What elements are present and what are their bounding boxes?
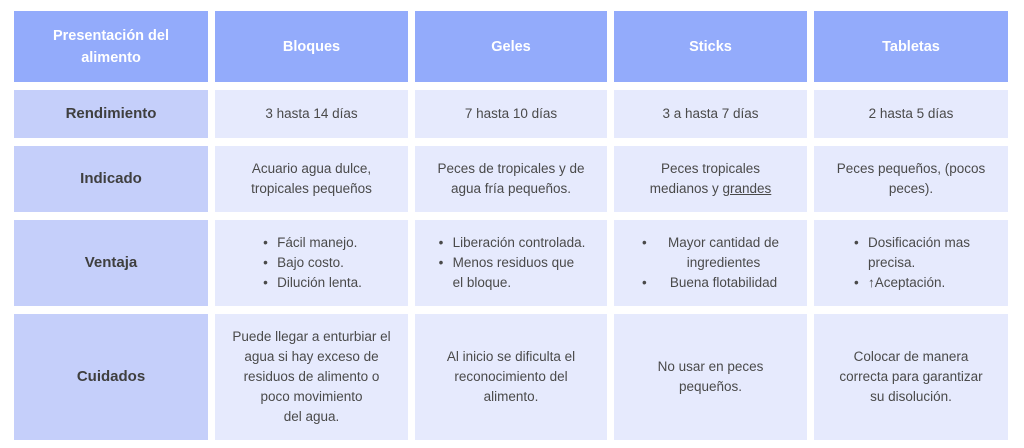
- cell-text-line: su disolución.: [870, 389, 952, 404]
- cell-text-line: Peces de tropicales y de: [437, 161, 585, 176]
- bullet-list: [852, 233, 970, 293]
- bullet-icon: •: [641, 275, 647, 290]
- cell-text-line: Puede llegar a enturbiar el: [232, 329, 391, 344]
- header-label: Bloques: [282, 38, 341, 55]
- table-cell: [614, 146, 807, 212]
- bullet-list: [261, 233, 362, 293]
- cell-text: 3 a hasta 7 días: [662, 106, 759, 121]
- header-label: Geles: [491, 38, 531, 55]
- list-item: • Buena flotabilidad: [642, 273, 779, 293]
- list-item: • ↑Aceptación.: [852, 273, 970, 293]
- table-cell: [415, 220, 607, 306]
- cell-text-line: medianos y: [649, 181, 723, 196]
- cell-text-line: poco movimiento: [260, 389, 363, 404]
- row-label: Indicado: [80, 170, 142, 187]
- cell-text-line: peces).: [888, 181, 934, 196]
- table-cell: [814, 90, 1008, 138]
- row-label-rendimiento: [14, 90, 208, 138]
- comparison-table: [14, 11, 1008, 440]
- header-cell-geles: [415, 11, 607, 82]
- header-cell-presentacion: [14, 11, 208, 82]
- table-cell: [215, 146, 408, 212]
- cell-text-line: residuos de alimento o: [243, 369, 380, 384]
- list-item: • Menos residuos que el bloque.: [438, 255, 575, 290]
- list-item: • Dilución lenta.: [261, 273, 362, 293]
- table-cell: [814, 146, 1008, 212]
- list-item: • Mayor cantidad de ingredientes: [641, 235, 780, 270]
- table-cell: [415, 146, 607, 212]
- cell-text-line: Peces pequeños, (pocos: [836, 161, 986, 176]
- row-label-cuidados: [14, 314, 208, 440]
- table-cell: [814, 314, 1008, 440]
- cell-text: 2 hasta 5 días: [868, 106, 954, 121]
- bullet-icon: •: [853, 275, 859, 290]
- bullet-icon: •: [263, 255, 268, 270]
- list-item: • Fácil manejo.: [261, 233, 362, 253]
- list-item: • Dosificación mas precisa.: [853, 235, 971, 270]
- table-cell: [614, 220, 807, 306]
- row-label-indicado: [14, 146, 208, 212]
- bullet-list: [642, 233, 779, 293]
- header-cell-bloques: [215, 11, 408, 82]
- cell-text: 7 hasta 10 días: [464, 106, 558, 121]
- cell-text-line: Peces tropicales: [660, 161, 761, 176]
- cell-text-line: del agua.: [283, 409, 340, 424]
- cell-text: 3 hasta 14 días: [265, 106, 358, 121]
- cell-text-line: pequeños.: [678, 379, 743, 394]
- cell-text-line: No usar en peces: [657, 359, 764, 374]
- bullet-icon: •: [438, 235, 444, 250]
- table-cell: [215, 220, 408, 306]
- cell-text-line: Acuario agua dulce,: [251, 161, 372, 176]
- cell-text-line: correcta para garantizar: [839, 369, 983, 384]
- bullet-icon: •: [263, 235, 268, 250]
- underlined-word: grandes: [722, 181, 772, 196]
- cell-text-line: tropicales pequeños: [251, 181, 372, 196]
- table-cell: [215, 314, 408, 440]
- header-cell-tabletas: [814, 11, 1008, 82]
- table-cell: [415, 90, 607, 138]
- header-label: Sticks: [689, 38, 732, 55]
- header-cell-sticks: [614, 11, 807, 82]
- cell-text-line: agua fría pequeños.: [450, 181, 572, 196]
- row-label: Rendimiento: [65, 105, 157, 122]
- list-item: • Liberación controlada.: [437, 233, 586, 253]
- list-item: • Bajo costo.: [261, 253, 362, 273]
- bullet-list: [437, 233, 586, 293]
- bullet-icon: •: [438, 255, 444, 270]
- table-cell: [814, 220, 1008, 306]
- cell-text-line: Colocar de manera: [853, 349, 969, 364]
- table-cell: [614, 90, 807, 138]
- cell-text-line: alimento.: [483, 389, 539, 404]
- bullet-icon: •: [263, 275, 268, 290]
- row-label-ventaja: [14, 220, 208, 306]
- cell-text-line: reconocimiento del: [454, 369, 568, 384]
- cell-text-line: Al inicio se dificulta el: [446, 349, 576, 364]
- table-cell: [215, 90, 408, 138]
- header-label: Presentación del alimento: [52, 27, 170, 66]
- row-label: Cuidados: [76, 368, 146, 385]
- bullet-icon: •: [641, 235, 647, 250]
- cell-text-line: agua si hay exceso de: [244, 349, 379, 364]
- bullet-icon: •: [853, 235, 859, 250]
- row-label: Ventaja: [84, 254, 138, 271]
- header-label: Tabletas: [882, 38, 940, 55]
- table-cell: [415, 314, 607, 440]
- table-cell: [614, 314, 807, 440]
